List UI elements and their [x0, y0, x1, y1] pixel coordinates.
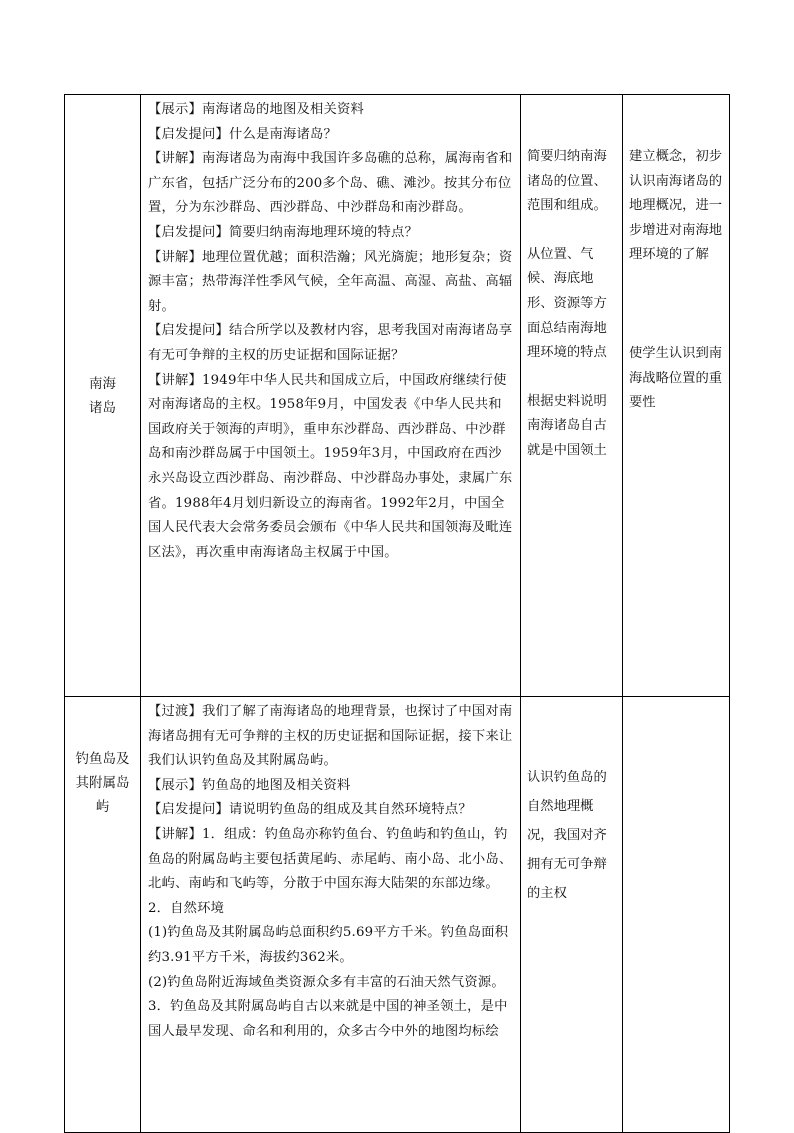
- table-row: [65, 95, 730, 697]
- design-purpose-cell: [623, 697, 730, 1133]
- content-paragraph: 【展示】钓鱼岛的地图及相关资料: [148, 777, 351, 793]
- content-paragraph: 【启发提问】什么是南海诸岛？: [148, 126, 337, 142]
- content-paragraph: 3．钓鱼岛及其附属岛屿自古以来就是中国的神圣领土，是中国人最早发现、命名和利用的，众多古今中外的地图均标绘: [148, 999, 508, 1039]
- student-activity: 简要归纳南海诸岛的位置、范围和组成。: [527, 149, 607, 214]
- topic-label: 南海 诸岛: [89, 375, 116, 416]
- student-activity-cell: [521, 697, 623, 1133]
- content-paragraph: 【展示】南海诸岛的地图及相关资料: [148, 102, 364, 117]
- content-paragraph: 【讲解】1949年中华人民共和国成立后，中国政府继续行使对南海诸岛的主权。1958年9月，中国发表《中华人民共和国政府关于领海的声明》，重申东沙群岛、西沙群岛、中沙群岛和南沙群岛属于中国领土。1959年3月，中国政府在西沙永兴岛设立西沙群岛、南沙群岛、中沙群岛办事处，隶属广东省。1988年4月划归新设立的海南省。1992年2月，中国全国人民代表大会常务委员会颁布《中华人民共和国领海及毗连区法》，再次重申南海诸岛主权属于中国。: [148, 372, 513, 560]
- content-paragraph: 【启发提问】请说明钓鱼岛的组成及其自然环境特点？: [148, 802, 472, 818]
- content-paragraph: (2)钓鱼岛附近海域鱼类资源众多有丰富的石油天然气资源。: [148, 974, 505, 990]
- lesson-plan-table: [64, 94, 730, 1133]
- content-paragraph: 【讲解】南海诸岛为南海中我国许多岛礁的总称，属海南省和广东省，包括广泛分布的200多个岛、礁、滩沙。按其分布位置，分为东沙群岛、西沙群岛、中沙群岛和南沙群岛。: [148, 151, 513, 216]
- student-activity: 认识钓鱼岛的自然地理概况，我国对齐拥有无可争辩的主权: [527, 770, 607, 901]
- table-row: [65, 697, 730, 1133]
- teaching-content-cell: [141, 95, 521, 697]
- teaching-content-cell: [141, 697, 521, 1133]
- design-purpose: 使学生认识到南海战略位置的重要性: [629, 345, 723, 411]
- topic-cell: [65, 697, 141, 1133]
- content-paragraph: 【讲解】地理位置优越；面积浩瀚；风光旖旎；地形复杂；资源丰富；热带海洋性季风气候，全年高温、高湿、高盐、高辐射。: [148, 249, 513, 314]
- content-paragraph: 【讲解】1．组成：钓鱼岛亦称钓鱼台、钓鱼屿和钓鱼山，钓鱼岛的附属岛屿主要包括黄尾屿、赤尾屿、南小岛、北小岛、北屿、南屿和飞屿等，分散于中国东海大陆架的东部边缘。: [148, 826, 513, 892]
- content-paragraph: 2．自然环境: [148, 900, 225, 916]
- student-activity-cell: [521, 95, 623, 697]
- content-paragraph: (1)钓鱼岛及其附属岛屿总面积约5.69平方千米。钓鱼岛面积约3.91平方千米，海拔约362米。: [148, 925, 509, 965]
- student-activity: 根据史料说明南海诸岛自古就是中国领土: [527, 393, 607, 458]
- content-paragraph: 【启发提问】结合所学以及教材内容，思考我国对南海诸岛享有无可争辩的主权的历史证据和国际证据？: [148, 323, 513, 363]
- content-paragraph: 【启发提问】简要归纳南海地理环境的特点？: [148, 224, 418, 240]
- design-purpose-cell: [623, 95, 730, 697]
- topic-label: 钓鱼岛及 其附属岛 屿: [75, 751, 130, 815]
- content-paragraph: 【过渡】我们了解了南海诸岛的地理背景，也探讨了中国对南海诸岛拥有无可争辩的主权的历史证据和国际证据，接下来让我们认识钓鱼岛及其附属岛屿。: [148, 704, 513, 769]
- student-activity: 从位置、气候、海底地形、资源等方面总结南海地理环境的特点: [527, 246, 607, 361]
- topic-cell: [65, 95, 141, 697]
- design-purpose: 建立概念，初步认识南海诸岛的地理概况，进一步增进对南海地理环境的了解: [629, 149, 723, 263]
